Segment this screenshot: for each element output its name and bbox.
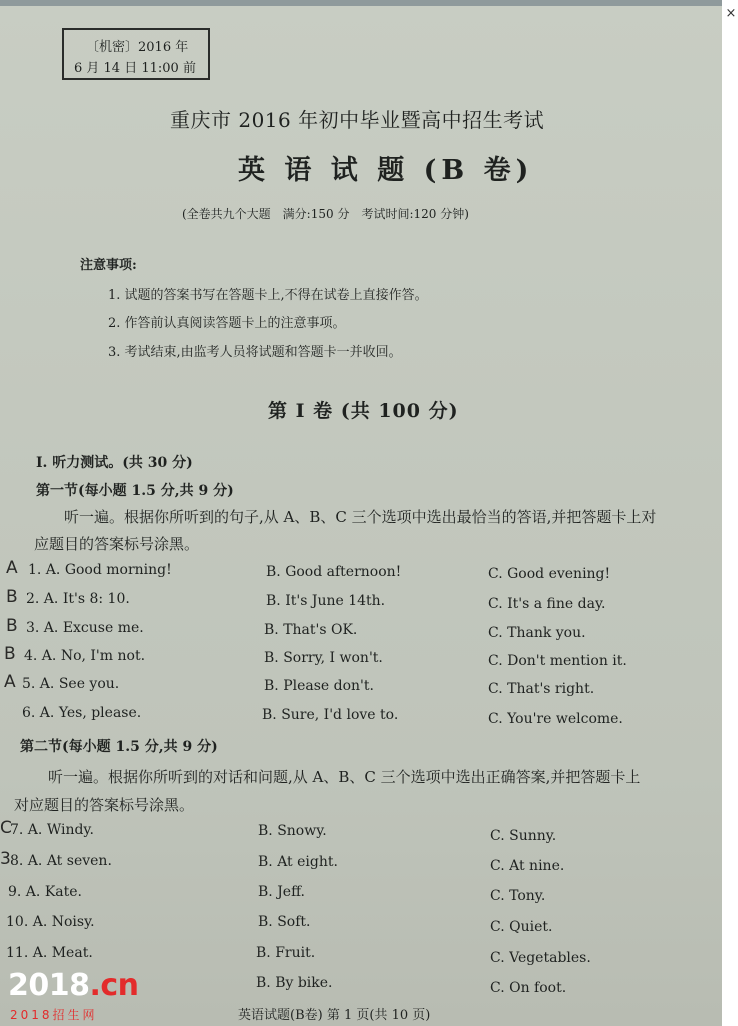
watermark-main-red: .cn: [89, 968, 139, 1003]
question-option-c: C. Thank you.: [488, 625, 586, 641]
question-option-c: C. That's right.: [488, 681, 595, 697]
question-option-b: B. Good afternoon!: [266, 564, 402, 580]
question-option-c: C. Good evening!: [488, 566, 611, 582]
question-option-b: B. Please don't.: [264, 678, 374, 694]
question-option-a: 4. A. No, I'm not.: [24, 648, 146, 664]
question-option-b: B. It's June 14th.: [266, 593, 386, 609]
section1-instruction-line2: 应题目的答案标号涂黑。: [34, 535, 200, 553]
question-option-a: 8. A. At seven.: [10, 853, 112, 869]
page-footer: 英语试题(B卷) 第 1 页(共 10 页): [238, 1008, 431, 1023]
site-watermark-logo[interactable]: [4, 968, 154, 1024]
section2-instruction-line1: 听一遍。根据你所听到的对话和问题,从 A、B、C 三个选项中选出正确答案,并把答题卡上: [48, 768, 641, 786]
photo-top-edge: [0, 0, 722, 6]
question-option-b: B. Soft.: [258, 914, 311, 930]
question-option-b: B. Jeff.: [258, 884, 305, 900]
watermark-main-white: 2018: [8, 968, 90, 1003]
handwritten-answer-mark: B: [6, 587, 18, 607]
question-option-b: B. Sorry, I won't.: [264, 650, 383, 666]
handwritten-answer-mark: C: [0, 818, 12, 838]
notice-item: 1. 试题的答案书写在答题卡上,不得在试卷上直接作答。: [108, 288, 428, 303]
notice-item: 2. 作答前认真阅读答题卡上的注意事项。: [108, 316, 346, 331]
question-option-c: C. Vegetables.: [490, 950, 591, 966]
question-option-b: B. Fruit.: [256, 945, 316, 961]
question-option-a: 5. A. See you.: [22, 676, 120, 692]
question-option-c: C. At nine.: [490, 858, 565, 874]
question-option-a: 11. A. Meat.: [6, 945, 93, 961]
question-option-a: 10. A. Noisy.: [6, 914, 95, 930]
exam-info-note: (全卷共九个大题 满分:150 分 考试时间:120 分钟): [182, 207, 469, 221]
question-option-a: 6. A. Yes, please.: [22, 705, 142, 721]
question-option-a: 7. A. Windy.: [10, 822, 94, 838]
question-option-c: C. On foot.: [490, 980, 567, 996]
viewer-side-strip: [722, 0, 738, 1026]
handwritten-answer-mark: B: [6, 616, 18, 636]
question-option-b: B. Snowy.: [258, 823, 327, 839]
question-option-c: C. Don't mention it.: [488, 653, 627, 669]
handwritten-answer-mark: A: [6, 558, 18, 578]
question-option-a: 9. A. Kate.: [8, 884, 82, 900]
watermark-sub: 2018招生网: [10, 1008, 98, 1022]
handwritten-answer-mark: B: [4, 644, 16, 664]
question-option-a: 1. A. Good morning!: [28, 562, 172, 578]
question-option-a: 3. A. Excuse me.: [26, 620, 144, 636]
question-option-c: C. Tony.: [490, 888, 546, 904]
stamp-line-1: 〔机密〕2016 年: [86, 40, 189, 55]
confidential-stamp: [62, 28, 210, 80]
question-option-b: B. Sure, I'd love to.: [262, 707, 399, 723]
handwritten-answer-mark: A: [4, 672, 16, 692]
section2-heading: 第二节(每小题 1.5 分,共 9 分): [20, 739, 218, 755]
exam-title: 重庆市 2016 年初中毕业暨高中招生考试: [170, 108, 545, 132]
section1-heading: 第一节(每小题 1.5 分,共 9 分): [36, 483, 234, 499]
question-option-c: C. Sunny.: [490, 828, 557, 844]
watermark-main: [8, 968, 139, 1003]
section2-instruction-line2: 对应题目的答案标号涂黑。: [14, 796, 195, 814]
stamp-line-2: 6 月 14 日 11:00 前: [74, 61, 196, 76]
question-option-c: C. It's a fine day.: [488, 596, 606, 612]
notice-item: 3. 考试结束,由监考人员将试题和答题卡一并收回。: [108, 345, 402, 360]
handwritten-answer-mark: 3: [0, 849, 11, 869]
question-option-c: C. Quiet.: [490, 919, 553, 935]
question-option-b: B. At eight.: [258, 854, 338, 870]
close-icon[interactable]: ×: [725, 6, 737, 21]
question-option-b: B. By bike.: [256, 975, 333, 991]
question-option-c: C. You're welcome.: [488, 711, 623, 727]
exam-subtitle: 英 语 试 题 (B 卷): [238, 155, 534, 186]
section1-instruction-line1: 听一遍。根据你所听到的句子,从 A、B、C 三个选项中选出最恰当的答语,并把答题卡上对: [64, 508, 657, 526]
question-option-a: 2. A. It's 8: 10.: [26, 591, 130, 607]
notice-heading: 注意事项:: [80, 258, 137, 273]
part1-heading: Ⅰ. 听力测试。(共 30 分): [36, 455, 193, 471]
question-option-b: B. That's OK.: [264, 622, 358, 638]
volume-title: 第 Ⅰ 卷 (共 100 分): [268, 400, 459, 422]
